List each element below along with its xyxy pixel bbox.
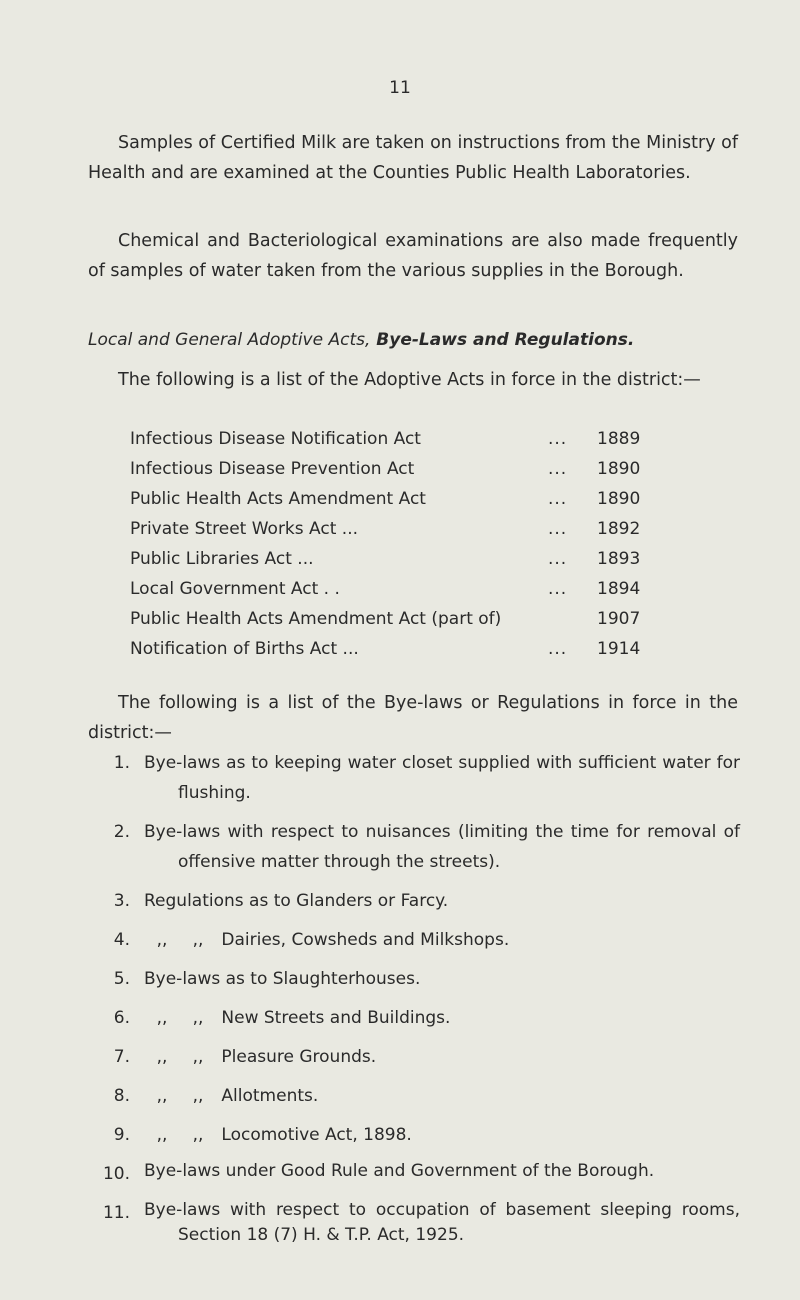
adoptive-acts-list xyxy=(130,424,670,664)
section-heading-part2: Bye-Laws and Regulations. xyxy=(370,330,635,350)
item-number: 6. xyxy=(113,1008,130,1028)
act-leader-dots: ... xyxy=(548,519,568,539)
act-leader-dots: ... xyxy=(548,579,568,599)
list-item xyxy=(100,817,740,877)
ditto-mark: ,, xyxy=(192,1125,204,1145)
act-name: Infectious Disease Prevention Act xyxy=(130,459,415,479)
list-item xyxy=(100,964,740,994)
page-number: 11 xyxy=(389,78,411,98)
ditto-mark: ,, xyxy=(192,1086,204,1106)
ditto-mark: ,, xyxy=(156,1125,168,1145)
ditto-mark: ,, xyxy=(156,1086,168,1106)
item-text: Bye-laws with respect to occupation of basement sleeping rooms, Section 18 (7) H. & T.P. Act, 1925. xyxy=(144,1200,740,1245)
act-year: 1914 xyxy=(597,639,641,659)
paragraph-bylaws-intro: The following is a list of the Bye-laws or Regulations in force in the district:— xyxy=(88,693,738,743)
ditto-mark: ,, xyxy=(192,930,204,950)
act-leader-dots: ... xyxy=(548,549,568,569)
item-text: Allotments. xyxy=(221,1086,319,1106)
item-number: 4. xyxy=(113,930,130,950)
act-year: 1890 xyxy=(597,489,641,509)
item-text: New Streets and Buildings. xyxy=(221,1008,451,1028)
item-number: 11. xyxy=(102,1203,130,1223)
list-item xyxy=(100,1120,740,1150)
item-text: Dairies, Cowsheds and Milkshops. xyxy=(221,930,510,950)
act-name: Public Health Acts Amendment Act (part of) xyxy=(130,609,502,629)
list-item xyxy=(130,424,670,454)
act-year: 1893 xyxy=(597,549,641,569)
act-year: 1890 xyxy=(597,459,641,479)
act-leader-dots: ... xyxy=(548,459,568,479)
list-item xyxy=(100,1042,740,1072)
item-text: Pleasure Grounds. xyxy=(221,1047,377,1067)
list-item xyxy=(130,604,670,634)
act-name: Public Health Acts Amendment Act xyxy=(130,489,426,509)
item-text: Locomotive Act, 1898. xyxy=(221,1125,412,1145)
list-item xyxy=(130,484,670,514)
section-heading xyxy=(88,330,738,350)
list-item xyxy=(130,454,670,484)
act-year: 1894 xyxy=(597,579,641,599)
ditto-mark: ,, xyxy=(192,1047,204,1067)
act-year: 1907 xyxy=(597,609,641,629)
item-number: 9. xyxy=(113,1125,130,1145)
item-number: 3. xyxy=(113,891,130,911)
bylaws-list xyxy=(100,748,740,1248)
act-name: Private Street Works Act ... xyxy=(130,519,358,539)
ditto-mark: ,, xyxy=(156,1008,168,1028)
act-name: Notification of Births Act ... xyxy=(130,639,359,659)
item-number: 5. xyxy=(113,969,130,989)
item-number: 10. xyxy=(102,1164,130,1184)
act-year: 1889 xyxy=(597,429,641,449)
ditto-mark: ,, xyxy=(192,1008,204,1028)
list-item xyxy=(100,886,740,916)
list-item xyxy=(130,544,670,574)
item-text: Bye-laws as to keeping water closet supplied with sufficient water for flushing. xyxy=(144,753,740,803)
act-leader-dots: ... xyxy=(548,639,568,659)
list-item xyxy=(130,634,670,664)
act-leader-dots: ... xyxy=(548,429,568,449)
list-item xyxy=(130,574,670,604)
paragraph-water-examinations: Chemical and Bacteriological examinations are also made frequently of samples of water taken from the various supplies in the Borough. xyxy=(88,231,738,281)
item-text: Bye-laws under Good Rule and Government of the Borough. xyxy=(144,1161,655,1181)
item-number: 8. xyxy=(113,1086,130,1106)
item-text: Regulations as to Glanders or Farcy. xyxy=(144,891,449,911)
list-item xyxy=(100,748,740,808)
ditto-mark: ,, xyxy=(156,1047,168,1067)
act-name: Infectious Disease Notification Act xyxy=(130,429,421,449)
list-item xyxy=(100,1198,740,1248)
item-number: 7. xyxy=(113,1047,130,1067)
act-name: Local Government Act . . xyxy=(130,579,340,599)
list-item xyxy=(100,1159,740,1189)
item-number: 2. xyxy=(113,822,130,842)
act-name: Public Libraries Act ... xyxy=(130,549,314,569)
section-heading-part1: Local and General Adoptive Acts, xyxy=(88,330,371,350)
paragraph-adoptive-acts-intro: The following is a list of the Adoptive Acts in force in the district:— xyxy=(118,370,701,390)
paragraph-certified-milk: Samples of Certified Milk are taken on instructions from the Ministry of Health and are examined at the Counties Public Health Laboratories. xyxy=(88,133,738,183)
item-number: 1. xyxy=(113,753,130,773)
item-text: Bye-laws as to Slaughterhouses. xyxy=(144,969,421,989)
item-text: Bye-laws with respect to nuisances (limiting the time for removal of offensive matter through the streets). xyxy=(144,822,740,872)
list-item xyxy=(100,1003,740,1033)
list-item xyxy=(130,514,670,544)
act-year: 1892 xyxy=(597,519,641,539)
list-item xyxy=(100,1081,740,1111)
list-item xyxy=(100,925,740,955)
ditto-mark: ,, xyxy=(156,930,168,950)
act-leader-dots: ... xyxy=(548,489,568,509)
